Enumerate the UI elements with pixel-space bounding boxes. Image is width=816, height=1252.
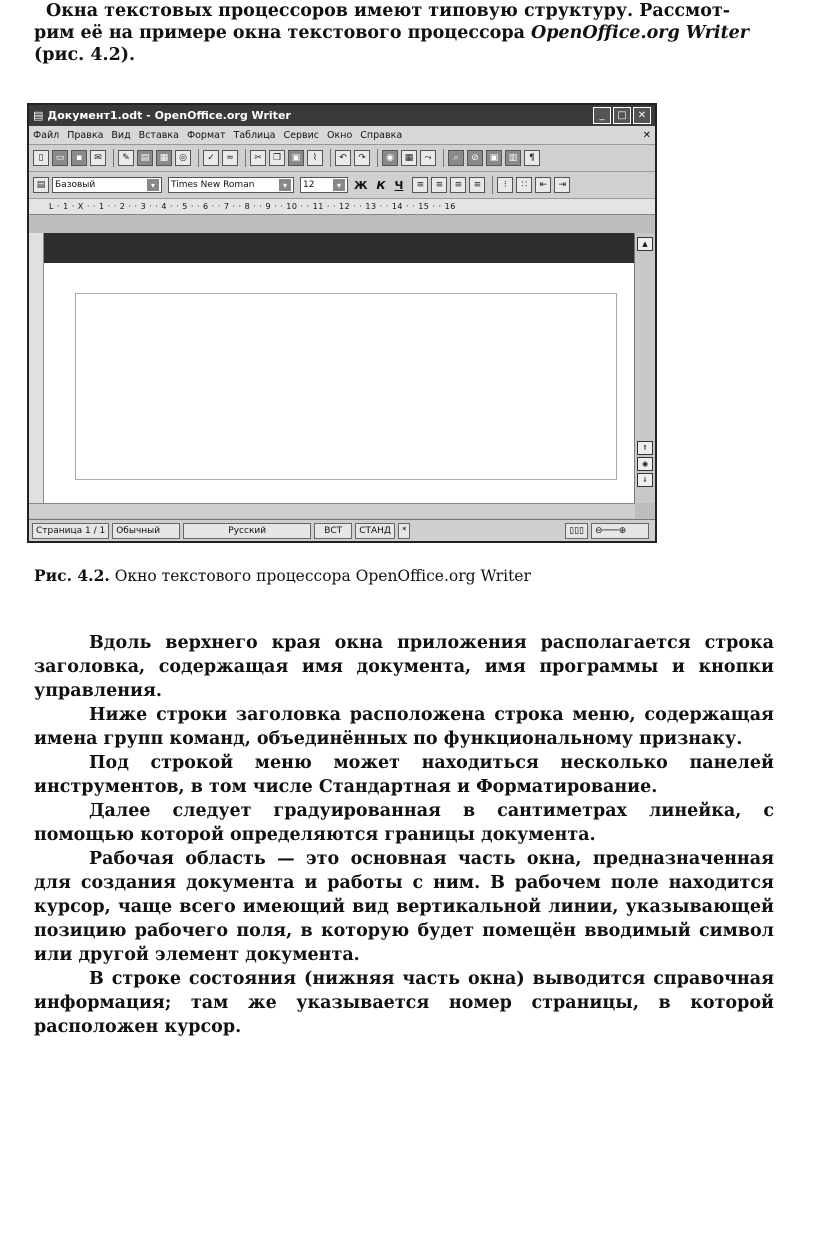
prev-page-icon[interactable]: ⇑: [637, 441, 653, 455]
caption-text: Окно текстового процессора OpenOffice.org Writer: [114, 567, 531, 585]
menu-help[interactable]: Справка: [360, 129, 403, 141]
navigator-icon[interactable]: ⊘: [467, 150, 483, 166]
intro-line-2-text: рим её на примере окна текстового процессора: [34, 23, 532, 43]
intro-app-name: OpenOffice.org Writer: [531, 23, 750, 43]
gallery-icon[interactable]: ▣: [486, 150, 502, 166]
navigation-icon[interactable]: ◉: [637, 457, 653, 471]
window-title: Документ1.odt - OpenOffice.org Writer: [47, 109, 291, 122]
body-text: [34, 631, 774, 1039]
vertical-ruler: [29, 233, 44, 503]
status-language[interactable]: Русский: [183, 523, 311, 539]
paragraph-6: В строке состояния (нижняя часть окна) выводится справочная информация; там же указывается номер страницы, в которой расположен курсор.: [34, 969, 774, 1037]
new-icon[interactable]: ▯: [33, 150, 49, 166]
justify-icon[interactable]: ≡: [469, 177, 485, 193]
text-boundary: [75, 293, 617, 480]
preview-icon[interactable]: ◎: [175, 150, 191, 166]
paragraph-2: Ниже строки заголовка расположена строка меню, содержащая имена групп команд, объединённых по функциональному признаку.: [34, 705, 774, 749]
menu-format[interactable]: Формат: [186, 129, 226, 141]
indent-icon[interactable]: ⇥: [554, 177, 570, 193]
title-bar: [29, 105, 655, 126]
print-icon[interactable]: ▦: [156, 150, 172, 166]
undo-icon[interactable]: ↶: [335, 150, 351, 166]
paragraph-5: [34, 847, 774, 967]
hyperlink-icon[interactable]: ◉: [382, 150, 398, 166]
outdent-icon[interactable]: ⇤: [535, 177, 551, 193]
save-icon[interactable]: ▪: [71, 150, 87, 166]
term-standard: Стандартная: [318, 777, 451, 797]
menu-bar: [29, 126, 655, 145]
intro-line-2: [34, 22, 774, 44]
numbering-icon[interactable]: ⁝: [497, 177, 513, 193]
chevron-down-icon: ▾: [333, 179, 345, 191]
font-select-value: Times New Roman: [171, 180, 255, 190]
format-paint-icon[interactable]: ⌇: [307, 150, 323, 166]
term-work-area: Рабочая область: [89, 849, 266, 869]
pilcrow-icon[interactable]: ¶: [524, 150, 540, 166]
caption-label: Рис. 4.2.: [34, 566, 110, 585]
datasource-icon[interactable]: ▥: [505, 150, 521, 166]
menu-edit[interactable]: Правка: [67, 129, 104, 141]
pdf-icon[interactable]: ▤: [137, 150, 153, 166]
style-select-value: Базовый: [55, 180, 96, 190]
align-left-icon[interactable]: ≡: [412, 177, 428, 193]
writer-window-figure: [27, 103, 657, 543]
menu-window[interactable]: Окно: [327, 129, 353, 141]
intro-text: [34, 0, 774, 66]
horizontal-ruler: L · 1 · X · · 1 · · 2 · · 3 · · 4 · · 5 · · 6 · · 7 · · 8 · · 9 · · 10 · · 11 · · 12 · · 13 · · 14 · · 15 · · 16: [29, 199, 655, 215]
minimize-icon[interactable]: _: [593, 107, 611, 124]
page-top-margin: [44, 233, 635, 263]
font-select[interactable]: [168, 177, 294, 193]
paragraph-1: Вдоль верхнего края окна приложения располагается строка заголовка, содержащая имя документа, имя программы и кнопки управления.: [34, 633, 774, 701]
menu-view[interactable]: Вид: [111, 129, 131, 141]
find-icon[interactable]: ⌕: [448, 150, 464, 166]
work-area[interactable]: [29, 233, 635, 503]
chevron-down-icon: ▾: [147, 179, 159, 191]
bold-button[interactable]: Ж: [354, 178, 368, 192]
intro-line-1: Окна текстовых процессоров имеют типовую структуру. Рассмот-: [46, 1, 730, 21]
standard-toolbar: [29, 145, 655, 172]
menu-table[interactable]: Таблица: [233, 129, 276, 141]
open-icon[interactable]: ▭: [52, 150, 68, 166]
view-layout-icon[interactable]: ▯▯▯: [565, 523, 588, 539]
figure-caption: [34, 566, 531, 585]
autospell-icon[interactable]: ≈: [222, 150, 238, 166]
align-right-icon[interactable]: ≡: [450, 177, 466, 193]
italic-button[interactable]: К: [376, 178, 386, 192]
paragraph-3: [34, 751, 774, 799]
cut-icon[interactable]: ✂: [250, 150, 266, 166]
doc-close-icon[interactable]: ✕: [642, 129, 651, 141]
vertical-scrollbar[interactable]: [634, 233, 655, 503]
horizontal-scrollbar[interactable]: [29, 503, 635, 518]
copy-icon[interactable]: ❐: [269, 150, 285, 166]
align-center-icon[interactable]: ≡: [431, 177, 447, 193]
size-select[interactable]: [300, 177, 348, 193]
formatting-toolbar: [29, 172, 655, 199]
status-style[interactable]: Обычный: [112, 523, 180, 539]
paste-icon[interactable]: ▣: [288, 150, 304, 166]
menu-file[interactable]: Файл: [33, 129, 60, 141]
zoom-slider[interactable]: ⊖───⊕: [591, 523, 649, 539]
styles-icon[interactable]: ▤: [33, 177, 49, 193]
table-icon[interactable]: ▦: [401, 150, 417, 166]
status-modified: *: [398, 523, 411, 539]
draw-icon[interactable]: ⤳: [420, 150, 436, 166]
edit-icon[interactable]: ✎: [118, 150, 134, 166]
status-selection-mode[interactable]: СТАНД: [355, 523, 395, 539]
status-insert-mode[interactable]: ВСТ: [314, 523, 352, 539]
paragraph-3-text: Под строкой меню может находиться несколько панелей инструментов, в том числе: [34, 753, 774, 797]
paragraph-3-and: и: [450, 777, 477, 797]
next-page-icon[interactable]: ⇓: [637, 473, 653, 487]
size-select-value: 12: [303, 180, 315, 190]
paragraph-3-end: .: [651, 777, 658, 797]
style-select[interactable]: [52, 177, 162, 193]
status-bar: [29, 519, 655, 541]
maximize-icon[interactable]: □: [613, 107, 631, 124]
menu-tools[interactable]: Сервис: [283, 129, 320, 141]
underline-button[interactable]: Ч: [394, 178, 404, 192]
paragraph-4: Далее следует градуированная в сантиметрах линейка, с помощью которой определяются границы документа.: [34, 801, 774, 845]
scroll-up-icon[interactable]: ▲: [637, 237, 653, 251]
redo-icon[interactable]: ↷: [354, 150, 370, 166]
bullets-icon[interactable]: ∷: [516, 177, 532, 193]
app-icon: ▤: [33, 109, 44, 122]
email-icon[interactable]: ✉: [90, 150, 106, 166]
spellcheck-icon[interactable]: ✓: [203, 150, 219, 166]
menu-insert[interactable]: Вставка: [138, 129, 179, 141]
close-icon[interactable]: ✕: [633, 107, 651, 124]
status-page: Страница 1 / 1: [32, 523, 109, 539]
intro-line-3: (рис. 4.2).: [34, 45, 136, 65]
chevron-down-icon: ▾: [279, 179, 291, 191]
paragraph-5-text: — это основная часть окна, предназначенная для создания документа и работы с ним. В рабочем поле находится курсор, чаще всего имеющий вид вертикальной линии, указывающей позицию рабочего поля, в которую будет помещён вводимый символ или другой элемент документа.: [34, 849, 774, 965]
term-formatting: Форматирование: [476, 777, 652, 797]
